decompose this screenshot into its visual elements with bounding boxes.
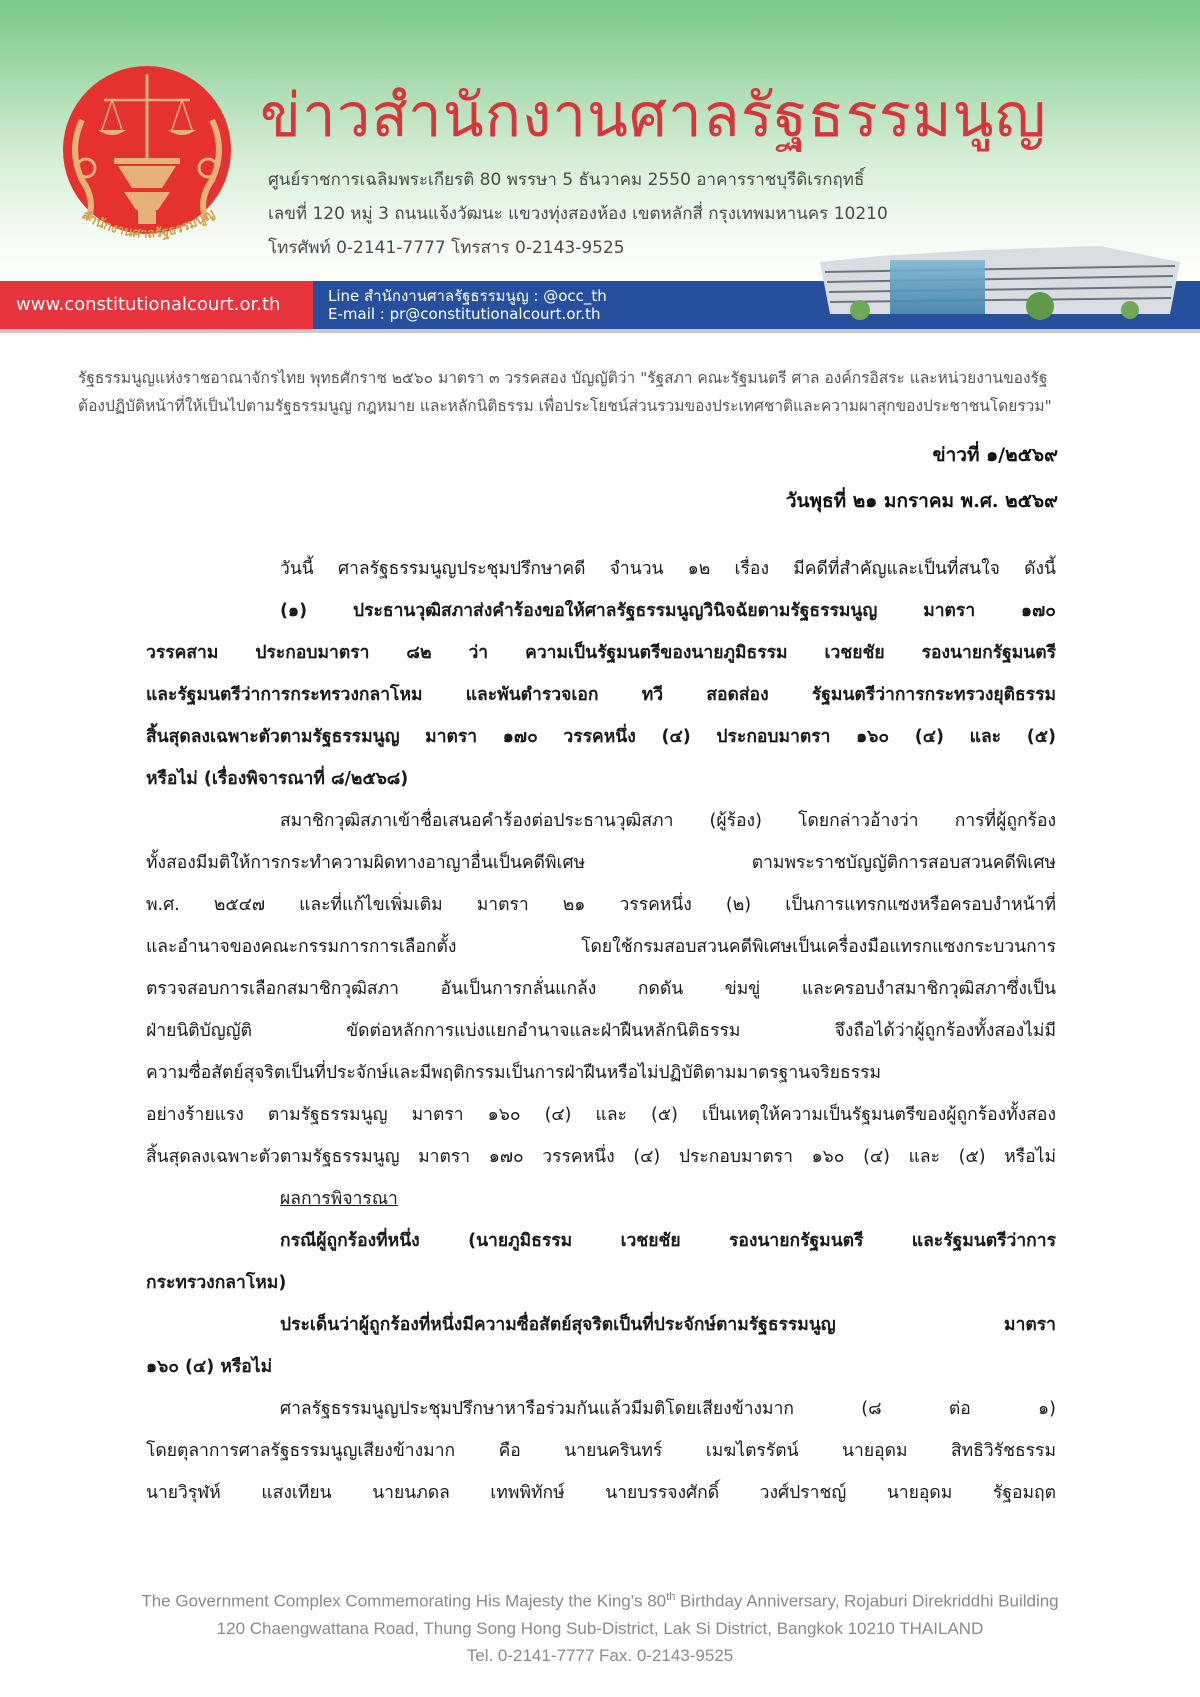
letterhead-header [0, 0, 1200, 330]
body-line: สมาชิกวุฒิสภาเข้าชื่อเสนอคำร้องต่อประธานวุฒิสภา (ผู้ร้อง) โดยกล่าวอ้างว่า การที่ผู้ถูกร้อง [280, 811, 1056, 831]
body-line: ทั้งสองมีมติให้การกระทำความผิดทางอาญาอื่นเป็นคดีพิเศษ ตามพระราชบัญญัติการสอบสวนคดีพิเศษ [146, 853, 1056, 873]
band-divider [0, 329, 1200, 333]
court-emblem-logo [52, 60, 242, 250]
body-line: และรัฐมนตรีว่าการกระทรวงกลาโหม และพันตำรวจเอก ทวี สอดส่อง รัฐมนตรีว่าการกระทรวงยุติธรรม [146, 685, 1056, 705]
newsletter-title: ข่าวสำนักงานศาลรัฐธรรมนูญ [260, 81, 1047, 151]
website-link[interactable]: www.constitutionalcourt.or.th [16, 294, 281, 315]
email-link[interactable]: E-mail : pr@constitutionalcourt.or.th [328, 305, 601, 323]
address-line-1: ศูนย์ราชการเฉลิมพระเกียรติ 80 พรรษา 5 ธันวาคม 2550 อาคารราชบุรีดิเรกฤทธิ์ [268, 170, 865, 190]
footer-line-3: Tel. 0-2141-7777 Fax. 0-2143-9525 [466, 1645, 734, 1665]
body-line: วรรคสาม ประกอบมาตรา ๘๒ ว่า ความเป็นรัฐมนตรีของนายภูมิธรรม เวชยชัย รองนายกรัฐมนตรี [146, 643, 1056, 663]
logo-caption: สำนักงานศาลรัฐธรรมนูญ [79, 206, 218, 242]
address-line-2: เลขที่ 120 หมู่ 3 ถนนแจ้งวัฒนะ แขวงทุ่งสองห้อง เขตหลักสี่ กรุงเทพมหานคร 10210 [268, 204, 888, 224]
body-line: สิ้นสุดลงเฉพาะตัวตามรัฐธรรมนูญ มาตรา ๑๗๐ วรรคหนึ่ง (๔) ประกอบมาตรา ๑๖๐ (๔) และ (๕) [146, 727, 1056, 747]
footer-line-2: 120 Chaengwattana Road, Thung Song Hong Sub-District, Lak Si District, Bangkok 10210 THAILAND [216, 1618, 984, 1638]
body-line: พ.ศ. ๒๕๔๗ และที่แก้ไขเพิ่มเติม มาตรา ๒๑ วรรคหนึ่ง (๒) เป็นการแทรกแซงหรือครอบงำหน้าที่ [146, 895, 1056, 915]
scales-of-justice-icon [52, 60, 242, 250]
body-line: ประเด็นว่าผู้ถูกร้องที่หนึ่งมีความซื่อสัตย์สุจริตเป็นที่ประจักษ์ตามรัฐธรรมนูญ มาตรา [280, 1315, 1056, 1335]
body-line: หรือไม่ (เรื่องพิจารณาที่ ๘/๒๕๖๘) [146, 769, 409, 789]
body-line: สิ้นสุดลงเฉพาะตัวตามรัฐธรรมนูญ มาตรา ๑๗๐ วรรคหนึ่ง (๔) ประกอบมาตรา ๑๖๐ (๔) และ (๕) หรือไม่ [146, 1147, 1056, 1167]
news-body [146, 548, 1056, 1514]
body-line: ตรวจสอบการเลือกสมาชิกวุฒิสภา อันเป็นการกลั่นแกล้ง กดดัน ข่มขู่ และครอบงำสมาชิกวุฒิสภาซึ่งเป็น [146, 979, 1056, 999]
body-line: อย่างร้ายแรง ตามรัฐธรรมนูญ มาตรา ๑๖๐ (๔) และ (๕) เป็นเหตุให้ความเป็นรัฐมนตรีของผู้ถูกร้องทั้งสอง [146, 1105, 1056, 1125]
body-line: และอำนาจของคณะกรรมการการเลือกตั้ง โดยใช้กรมสอบสวนคดีพิเศษเป็นเครื่องมือแทรกแซงกระบวนการ [146, 937, 1056, 957]
line-contact: Line สำนักงานศาลรัฐธรรมนูญ : @occ_th [328, 287, 607, 305]
english-address-footer [0, 1584, 1200, 1669]
body-line: (๑) ประธานวุฒิสภาส่งคำร้องขอให้ศาลรัฐธรรมนูญวินิจฉัยตามรัฐธรรมนูญ มาตรา ๑๗๐ [280, 601, 1056, 621]
body-line: นายวิรุฬห์ แสงเทียน นายนภดล เทพพิทักษ์ นายบรรจงศักดิ์ วงศ์ปราชญ์ นายอุดม รัฐอมฤต [146, 1483, 1056, 1503]
body-line: โดยตุลาการศาลรัฐธรรมนูญเสียงข้างมาก คือ นายนครินทร์ เมฆไตรรัตน์ นายอุดม สิทธิวิรัชธรรม [146, 1441, 1056, 1461]
news-date: วันพุธที่ ๒๑ มกราคม พ.ศ. ๒๕๖๙ [785, 490, 1058, 512]
quote-line: รัฐธรรมนูญแห่งราชอาณาจักรไทย พุทธศักราช ๒๕๖๐ มาตรา ๓ วรรคสอง บัญญัติว่า "รัฐสภา คณะรัฐมนตรี ศาล องค์กรอิสระ และหน่วยงานของรัฐ [78, 369, 1048, 387]
body-line: ศาลรัฐธรรมนูญประชุมปรึกษาหารือร่วมกันแล้วมีมติโดยเสียงข้างมาก (๘ ต่อ ๑) [280, 1399, 1056, 1419]
footer-line-1: The Government Complex Commemorating His Majesty the King's 80th Birthday Anniversary, Rojaburi Direkriddhi Building [141, 1591, 1059, 1611]
body-line: กระทรวงกลาโหม) [146, 1273, 287, 1293]
body-line: ความซื่อสัตย์สุจริตเป็นที่ประจักษ์และมีพฤติกรรมเป็นการฝ่าฝืนหรือไม่ปฏิบัติตามมาตรฐานจริยธรรม [146, 1063, 882, 1083]
body-line: ๑๖๐ (๔) หรือไม่ [146, 1357, 273, 1377]
body-line: ฝ่ายนิติบัญญัติ ขัดต่อหลักการแบ่งแยกอำนาจและฝ่าฝืนหลักนิติธรรม จึงถือได้ว่าผู้ถูกร้องทั้งสองไม่มี [146, 1021, 1056, 1041]
body-line: กรณีผู้ถูกร้องที่หนึ่ง (นายภูมิธรรม เวชยชัย รองนายกรัฐมนตรี และรัฐมนตรีว่าการ [280, 1231, 1056, 1251]
court-building-image [800, 232, 1200, 324]
phone-fax-line: โทรศัพท์ 0-2141-7777 โทรสาร 0-2143-9525 [268, 238, 625, 258]
quote-line: ต้องปฏิบัติหน้าที่ให้เป็นไปตามรัฐธรรมนูญ กฎหมาย และหลักนิติธรรม เพื่อประโยชน์ส่วนรวมของประเทศชาติและความผาสุกของประชาชนโดยรวม" [78, 397, 1052, 415]
body-line: ผลการพิจารณา [280, 1189, 398, 1209]
body-line: วันนี้ ศาลรัฐธรรมนูญประชุมปรึกษาคดี จำนวน ๑๒ เรื่อง มีคดีที่สำคัญและเป็นที่สนใจ ดังนี้ [280, 559, 1056, 579]
constitution-quote [78, 364, 1128, 420]
news-number: ข่าวที่ ๑/๒๕๖๙ [932, 444, 1058, 466]
